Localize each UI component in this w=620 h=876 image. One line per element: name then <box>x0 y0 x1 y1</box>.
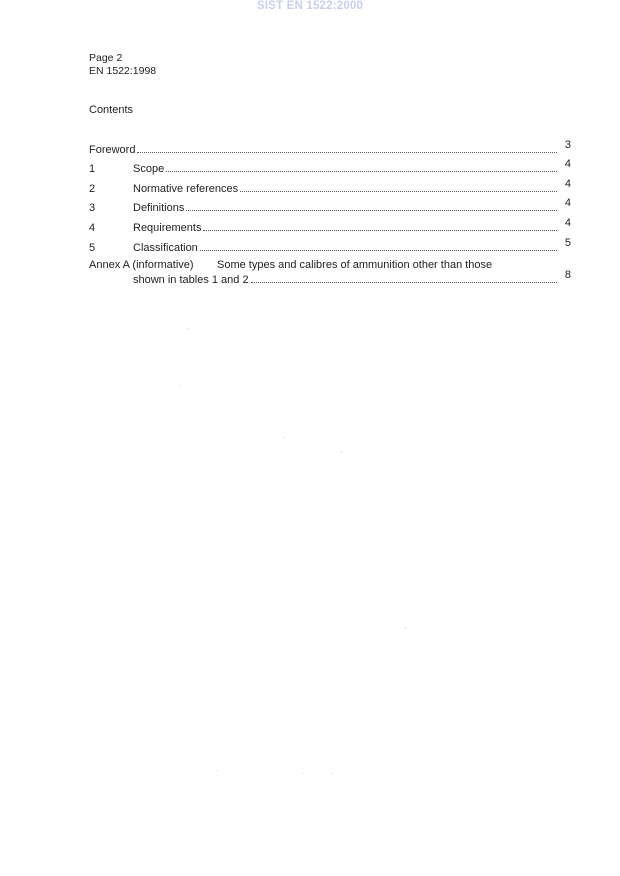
toc-entry-requirements[interactable] <box>89 214 571 234</box>
watermark: SIST EN 1522:2000 <box>256 0 364 12</box>
toc-entry-page: 4 <box>564 197 571 210</box>
toc-entry-scope[interactable] <box>89 156 571 176</box>
scan-speck <box>341 452 342 453</box>
toc-entry-number: 5 <box>89 241 96 254</box>
toc-entry-label: Foreword <box>89 143 136 156</box>
toc-entry-label: Definitions <box>133 202 185 215</box>
toc-entry-page: 4 <box>564 216 571 229</box>
dot-leader <box>203 229 557 231</box>
dot-leader <box>251 281 557 283</box>
annex-title-line-2: shown in tables 1 and 2 <box>133 273 249 286</box>
toc-entry-page: 5 <box>564 236 571 249</box>
annex-prefix: Annex A (informative) <box>89 258 194 271</box>
toc-entry-annex-a[interactable] <box>89 256 571 286</box>
scan-speck <box>179 385 180 386</box>
page-number: Page 2 <box>89 52 123 64</box>
toc-entry-number: 2 <box>89 182 96 195</box>
toc-entry-page: 8 <box>564 268 571 281</box>
dot-leader <box>137 151 557 153</box>
contents-heading: Contents <box>89 104 134 116</box>
toc-entry-number: 3 <box>89 202 96 215</box>
toc-entry-label: Classification <box>133 241 198 254</box>
scan-speck <box>331 773 332 774</box>
dot-leader <box>186 209 557 211</box>
toc-entry-foreword[interactable] <box>89 136 571 156</box>
toc-entry-classification[interactable] <box>89 234 571 254</box>
scan-speck <box>405 628 406 629</box>
scan-speck <box>187 328 188 329</box>
toc-entry-label: Scope <box>133 163 165 176</box>
toc-entry-label: Requirements <box>133 221 202 234</box>
toc-entry-normative-references[interactable] <box>89 175 571 195</box>
toc-entry-page: 3 <box>564 138 571 151</box>
toc-entry-number: 4 <box>89 221 96 234</box>
toc-entry-number: 1 <box>89 163 96 176</box>
dot-leader <box>240 190 557 192</box>
toc-entry-page: 4 <box>564 158 571 171</box>
toc-entry-page: 4 <box>564 177 571 190</box>
page-header <box>89 52 156 78</box>
scan-speck <box>217 770 218 771</box>
dot-leader <box>166 170 557 172</box>
toc-entry-label: Normative references <box>133 182 239 195</box>
toc-entry-definitions[interactable] <box>89 195 571 215</box>
scan-speck <box>283 437 284 438</box>
annex-title-line-1: Some types and calibres of ammunition other than those <box>217 258 493 271</box>
standard-number: EN 1522:1998 <box>89 65 157 77</box>
dot-leader <box>200 249 557 251</box>
scan-speck <box>302 773 303 774</box>
table-of-contents <box>89 136 571 286</box>
